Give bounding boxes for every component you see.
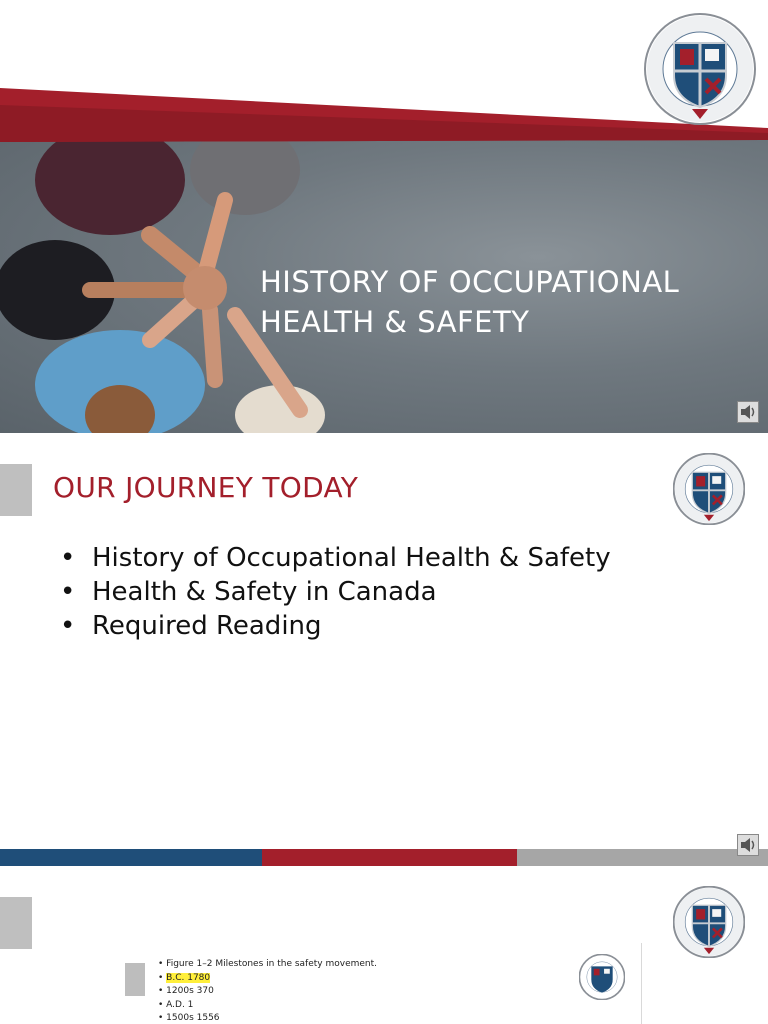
speaker-icon[interactable] [737,834,759,856]
title-slide [0,0,768,433]
slide-title-line-2: HEALTH & SAFETY [260,305,530,339]
milestone-line: • Figure 1–2 Milestones in the safety movement. [158,959,377,969]
college-logo [673,453,745,525]
agenda-list [60,541,620,643]
footer-stripe-gray [517,849,768,866]
milestones-slide [0,868,768,1024]
slide-heading: OUR JOURNEY TODAY [53,471,359,504]
slide-title [260,262,740,342]
milestone-line: • 1500s 1556 [158,1013,220,1023]
footer-stripe-red [262,849,517,866]
slide-title-line-1: HISTORY OF OCCUPATIONAL [260,265,680,299]
college-logo [644,13,756,125]
milestone-line: • A.D. 1 [158,999,194,1010]
embedded-slide-accent-tab [125,963,145,996]
speaker-icon[interactable] [737,401,759,423]
footer-stripe-blue [0,849,262,866]
agenda-item: • History of Occupational Health & Safety [60,541,620,575]
agenda-item: • Health & Safety in Canada [60,575,620,609]
embedded-college-logo [579,954,625,1000]
milestone-line: • B.C. 1780 [158,972,211,983]
agenda-slide [0,433,768,868]
slide-accent-tab [0,464,32,516]
agenda-item: • Required Reading [60,609,620,643]
slide-accent-tab [0,897,32,949]
embedded-milestone-list [158,958,377,1024]
college-logo [673,886,745,958]
embedded-slide-divider [641,943,642,1024]
milestone-line: • 1200s 370 [158,986,214,996]
